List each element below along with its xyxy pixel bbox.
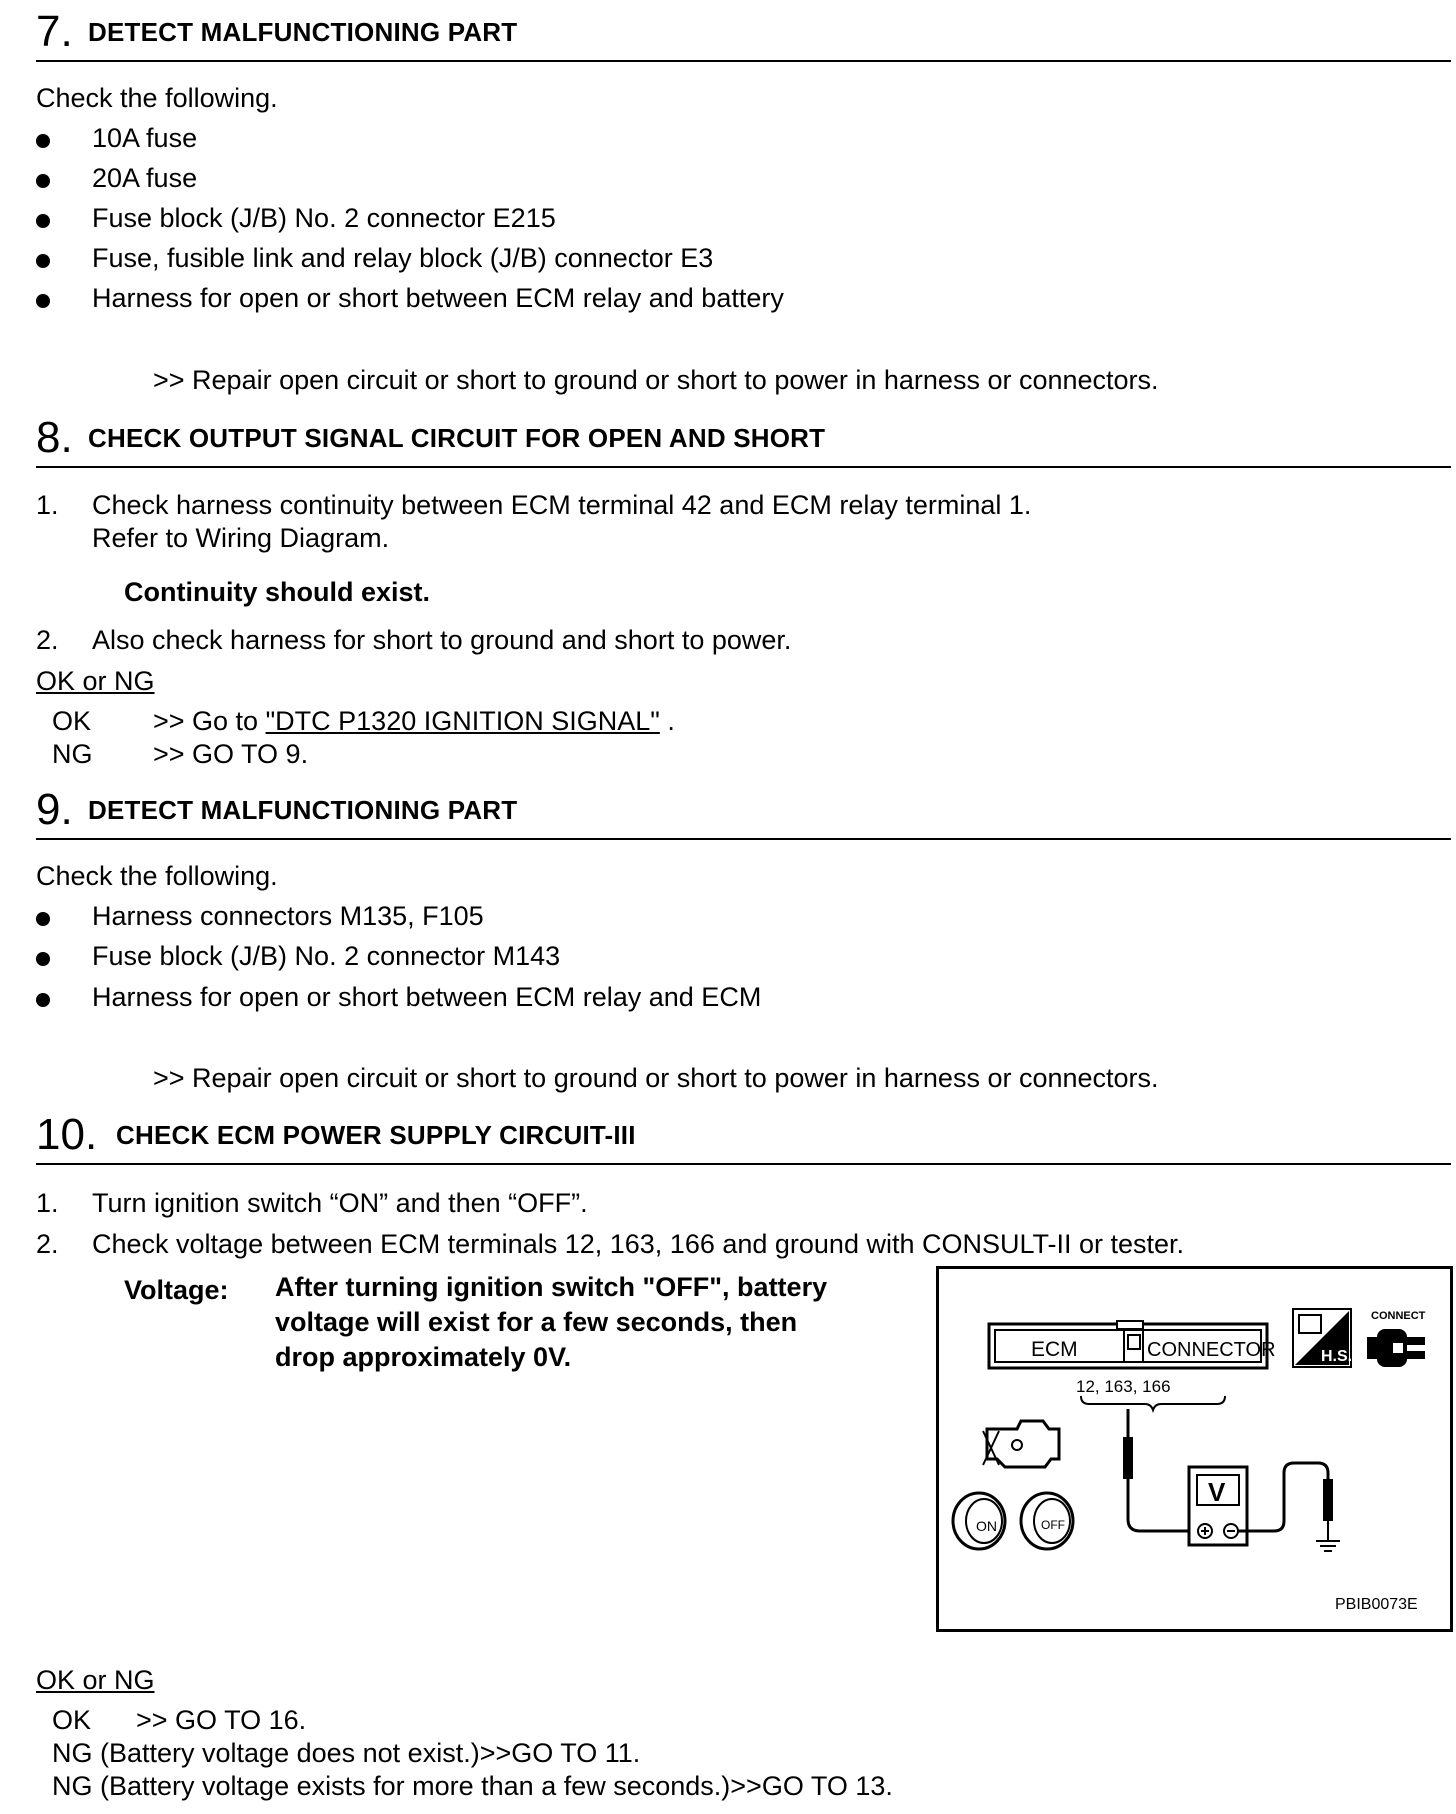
ok-label: OK — [52, 706, 92, 736]
off-label: OFF — [1041, 1518, 1065, 1532]
bullet-icon — [36, 254, 50, 268]
step-title: CHECK OUTPUT SIGNAL CIRCUIT FOR OPEN AND SHORT — [88, 423, 826, 453]
ok-ng-heading: OK or NG — [36, 1665, 155, 1695]
ground-probe — [1323, 1479, 1333, 1521]
ecm-label: ECM — [1031, 1338, 1078, 1361]
bullet-icon — [36, 214, 50, 228]
list-item: 20A fuse — [92, 163, 198, 193]
engine-icon — [983, 1421, 1059, 1467]
ok-result: OK >> GO TO 16. — [52, 1705, 307, 1735]
step-title: DETECT MALFUNCTIONING PART — [88, 17, 518, 47]
list-item: Harness for open or short between ECM relay and battery — [92, 283, 784, 313]
ignition-off-icon — [1021, 1493, 1073, 1549]
bullet-icon — [36, 174, 50, 188]
ecm-connector — [989, 1321, 1276, 1368]
step-number: 8. — [36, 413, 73, 462]
probe-handle — [1123, 1437, 1133, 1479]
step-9-intro: Check the following. — [36, 861, 278, 891]
substep-number: 2. — [36, 1229, 59, 1259]
spec-text: Continuity should exist. — [124, 577, 431, 607]
voltage-spec-line: drop approximately 0V. — [275, 1342, 572, 1372]
bullet-icon — [36, 952, 50, 966]
step-8-header — [36, 414, 1451, 468]
bullet-icon — [36, 294, 50, 308]
ng-result: NG (Battery voltage does not exist.)>>GO TO 11. — [52, 1738, 641, 1768]
connect-label: CONNECT — [1371, 1310, 1426, 1322]
hs-icon — [1293, 1309, 1352, 1367]
bullet-icon — [36, 134, 50, 148]
step-number: 9. — [36, 785, 73, 834]
ng-label: NG — [52, 739, 93, 769]
ok-prefix: >> Go to — [153, 706, 266, 736]
voltmeter-icon — [1189, 1467, 1247, 1545]
terminals-label: 12, 163, 166 — [1076, 1377, 1171, 1396]
voltage-spec-line: After turning ignition switch "OFF", battery — [275, 1272, 828, 1302]
step-7-header — [36, 8, 1451, 62]
list-item: Fuse, fusible link and relay block (J/B) connector E3 — [92, 243, 714, 273]
bullet-icon — [36, 912, 50, 926]
voltage-spec-line: voltage will exist for a few seconds, then — [275, 1307, 798, 1337]
figure-code: PBIB0073E — [1335, 1596, 1418, 1613]
connect-icon — [1367, 1310, 1426, 1367]
list-item: 10A fuse — [92, 123, 198, 153]
list-item: Harness for open or short between ECM relay and ECM — [92, 982, 762, 1012]
terminal-bracket — [1081, 1396, 1225, 1410]
step-10 — [36, 1111, 1451, 1165]
bullet-icon — [36, 993, 50, 1007]
substep-number: 2. — [36, 625, 59, 655]
step-9-result: >> Repair open circuit or short to ground or short to power in harness or connectors. — [153, 1063, 1159, 1093]
step-9 — [36, 786, 1451, 840]
step-title: CHECK ECM POWER SUPPLY CIRCUIT-III — [116, 1120, 636, 1150]
substep-number: 1. — [36, 490, 59, 520]
connector-label: CONNECTOR — [1147, 1339, 1276, 1361]
on-label: ON — [976, 1518, 997, 1534]
ground-icon — [1316, 1541, 1340, 1551]
step-number: 10. — [36, 1110, 98, 1159]
step-7-result: >> Repair open circuit or short to ground or short to power in harness or connectors. — [153, 365, 1159, 395]
ng-result: NG (Battery voltage exists for more than a few seconds.)>>GO TO 13. — [52, 1771, 893, 1801]
test-diagram — [936, 1266, 1453, 1632]
step-7 — [36, 8, 1451, 62]
substep-text: Turn ignition switch “ON” and then “OFF”. — [92, 1188, 588, 1218]
hs-label: H.S. — [1321, 1348, 1353, 1365]
meter-label: V — [1208, 1477, 1226, 1507]
step-10-header — [36, 1111, 1451, 1165]
substep-number: 1. — [36, 1188, 59, 1218]
ok-ng-heading: OK or NG — [36, 666, 155, 696]
voltage-label: Voltage: — [124, 1275, 229, 1305]
step-9-header — [36, 786, 1451, 840]
test-diagram-svg — [939, 1269, 1450, 1629]
step-title: DETECT MALFUNCTIONING PART — [88, 795, 518, 825]
list-item: Fuse block (J/B) No. 2 connector E215 — [92, 203, 556, 233]
list-item: Harness connectors M135, F105 — [92, 901, 484, 931]
step-7-intro: Check the following. — [36, 83, 278, 113]
substep-text: Check harness continuity between ECM terminal 42 and ECM relay terminal 1. — [92, 490, 1032, 520]
substep-text: Check voltage between ECM terminals 12, 163, 166 and ground with CONSULT-II or tester. — [92, 1229, 1185, 1259]
ok-suffix: . — [659, 706, 675, 736]
step-number: 7. — [36, 7, 73, 56]
list-item: Fuse block (J/B) No. 2 connector M143 — [92, 941, 561, 971]
ground-wire — [1238, 1463, 1328, 1531]
substep-text-cont: Refer to Wiring Diagram. — [92, 523, 390, 553]
substep-text: Also check harness for short to ground and short to power. — [92, 625, 792, 655]
ignition-on-icon — [953, 1493, 1005, 1549]
dtc-link[interactable]: "DTC P1320 IGNITION SIGNAL" — [265, 706, 660, 736]
ng-result: >> GO TO 9. — [153, 739, 309, 769]
step-8 — [36, 414, 1451, 468]
